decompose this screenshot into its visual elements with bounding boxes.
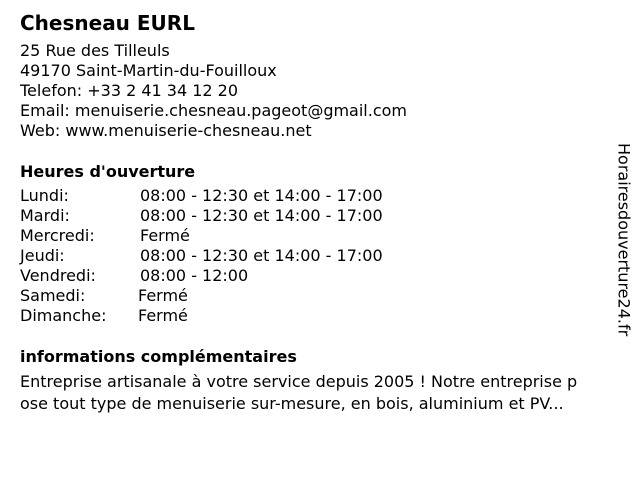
time-value: 08:00 - 12:30 et 14:00 - 17:00	[140, 206, 383, 225]
day-label: Jeudi:	[20, 246, 65, 265]
watermark-text: Horairesdouverture24.fr	[614, 143, 634, 337]
hours-row-monday	[20, 186, 620, 206]
time-value: Fermé	[140, 226, 190, 245]
info-text-line-2: ose tout type de menuiserie sur-mesure, en bois, aluminium et PV...	[20, 394, 564, 413]
time-value: Fermé	[138, 286, 188, 305]
email-line: Email: menuiserie.chesneau.pageot@gmail.com	[20, 101, 408, 120]
hours-row-sunday	[20, 306, 620, 326]
day-label: Mardi:	[20, 206, 70, 225]
time-value: 08:00 - 12:30 et 14:00 - 17:00	[140, 186, 383, 205]
time-value: 08:00 - 12:00	[140, 266, 249, 285]
business-name: Chesneau EURL	[20, 11, 195, 35]
phone-line: Telefon: +33 2 41 34 12 20	[20, 81, 239, 100]
info-text-line-1: Entreprise artisanale à votre service depuis 2005 ! Notre entreprise p	[20, 372, 578, 391]
watermark	[609, 130, 639, 350]
hours-row-thursday	[20, 246, 620, 266]
address-city: 49170 Saint-Martin-du-Fouilloux	[20, 61, 277, 80]
hours-row-tuesday	[20, 206, 620, 226]
day-label: Vendredi:	[20, 266, 96, 285]
hours-row-saturday	[20, 286, 620, 306]
day-label: Mercredi:	[20, 226, 95, 245]
address-street: 25 Rue des Tilleuls	[20, 41, 170, 60]
day-label: Lundi:	[20, 186, 69, 205]
hours-heading: Heures d'ouverture	[20, 162, 196, 181]
day-label: Samedi:	[20, 286, 86, 305]
web-line: Web: www.menuiserie-chesneau.net	[20, 121, 312, 140]
hours-row-wednesday	[20, 226, 620, 246]
day-label: Dimanche:	[20, 306, 107, 325]
hours-list	[20, 186, 620, 326]
info-heading: informations complémentaires	[20, 347, 297, 366]
hours-row-friday	[20, 266, 620, 286]
time-value: Fermé	[138, 306, 188, 325]
business-card	[20, 10, 620, 415]
time-value: 08:00 - 12:30 et 14:00 - 17:00	[140, 246, 383, 265]
